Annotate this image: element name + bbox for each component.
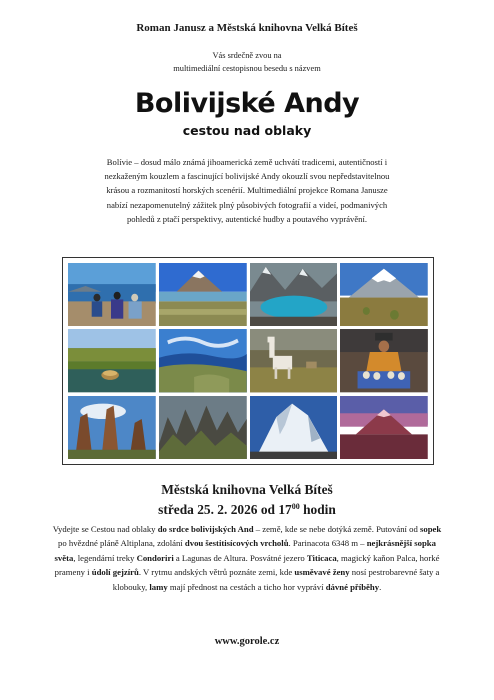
text-run: po hvězdné pláně Altiplana, zdolání (58, 538, 185, 549)
invitation (0, 50, 494, 75)
event-subtitle: cestou nad oblaky (182, 123, 312, 138)
text-run: . Parinacota 6348 m – (288, 538, 367, 549)
event-date: středa 25. 2. 2026 od 17 (158, 502, 292, 517)
website-link[interactable]: www.gorole.cz (214, 636, 280, 647)
photo-reed-boat-lake (68, 329, 156, 392)
intro-line: Bolívie – dosud málo známá jihoamerická země uchvátí tradicemi, autentičností i (106, 157, 388, 167)
invitation-line-2: multimediální cestopisnou besedu s názvem (173, 63, 321, 73)
photo-turquoise-mountain-lake (250, 263, 338, 326)
event-time-minutes: 00 (291, 502, 300, 511)
bold-run: sopek (420, 524, 442, 534)
intro-paragraph (62, 155, 432, 226)
bold-run: do srdce bolivijských And (157, 524, 254, 534)
intro-line: nezkaženým kouzlem a fascinující bolivijské Andy okouzlí svou nepředstavitelnou (104, 171, 390, 182)
venue-heading: Městská knihovna Velká Bíteš (161, 482, 333, 497)
intro-line: nabízí nezapomenutelný zážitek plný působivých fotografií a videí, podmanivých (106, 199, 388, 210)
event-time-suffix: hodin (299, 502, 336, 517)
bold-run: lamy (149, 581, 168, 592)
text-run: , legendární treky (73, 552, 137, 563)
photo-lake-bay-panorama (159, 329, 247, 392)
bold-run: Titicaca (306, 552, 337, 563)
photo-gallery (62, 257, 434, 465)
photo-altiplano-volcano-lagoon (159, 263, 247, 326)
bold-run: dávné příběhy (325, 581, 380, 592)
bold-run: údolí gejzírů (91, 567, 139, 578)
organizer-library: Městská knihovna Velká Bíteš (216, 22, 358, 34)
photo-sunset-volcano (340, 396, 428, 459)
bold-run: nejkrásnější sopka světa (54, 538, 436, 563)
event-datetime (0, 502, 494, 518)
photo-rock-pinnacles (68, 396, 156, 459)
bold-run: Condoriri (136, 552, 174, 563)
organizer-joiner: a (205, 22, 217, 34)
photo-women-on-lake-shore (68, 263, 156, 326)
invitation-line-1: Vás srdečně zvou na (212, 51, 282, 60)
event-title: Bolivijské Andy (134, 88, 360, 119)
intro-line: pohledů z ptačí perspektivy, autentické hudby a poutavého vyprávění. (127, 213, 367, 224)
photo-glacier-summit (250, 396, 338, 459)
text-run: mají přednost na cestách a ticho hor vypráví (167, 581, 326, 592)
photo-snowy-peak-meadow (340, 263, 428, 326)
text-run: a Lagunas de Altura. Posvátné jezero (173, 552, 307, 563)
organizers-line (0, 22, 494, 34)
photo-llama-grassland (250, 329, 338, 392)
description-paragraph (50, 522, 444, 594)
text-run: . V rytmu andských větrů poznáte zemi, kde (138, 567, 295, 578)
bold-run: dvou šestitisícových vrcholů (184, 538, 289, 549)
text-run: , magický kaňon Palca, horké prameny i (54, 552, 440, 578)
text-run: Vydejte se Cestou nad oblaky (52, 524, 158, 534)
photo-jagged-ridges (159, 396, 247, 459)
text-run: – země, kde se nebe dotýká země. Putování od (253, 524, 420, 534)
organizer-person: Roman Janusz (136, 22, 206, 34)
intro-line: krásou a rozmanitostí horských scenérií. Multimediální projekce Romana Janusze (106, 185, 388, 196)
bold-run: usměvavé ženy (294, 567, 350, 578)
text-run: nosí pestrobarevné šaty a klobouky, (112, 567, 440, 592)
photo-cholita-market-vendor (340, 329, 428, 392)
text-run: . (379, 581, 382, 592)
